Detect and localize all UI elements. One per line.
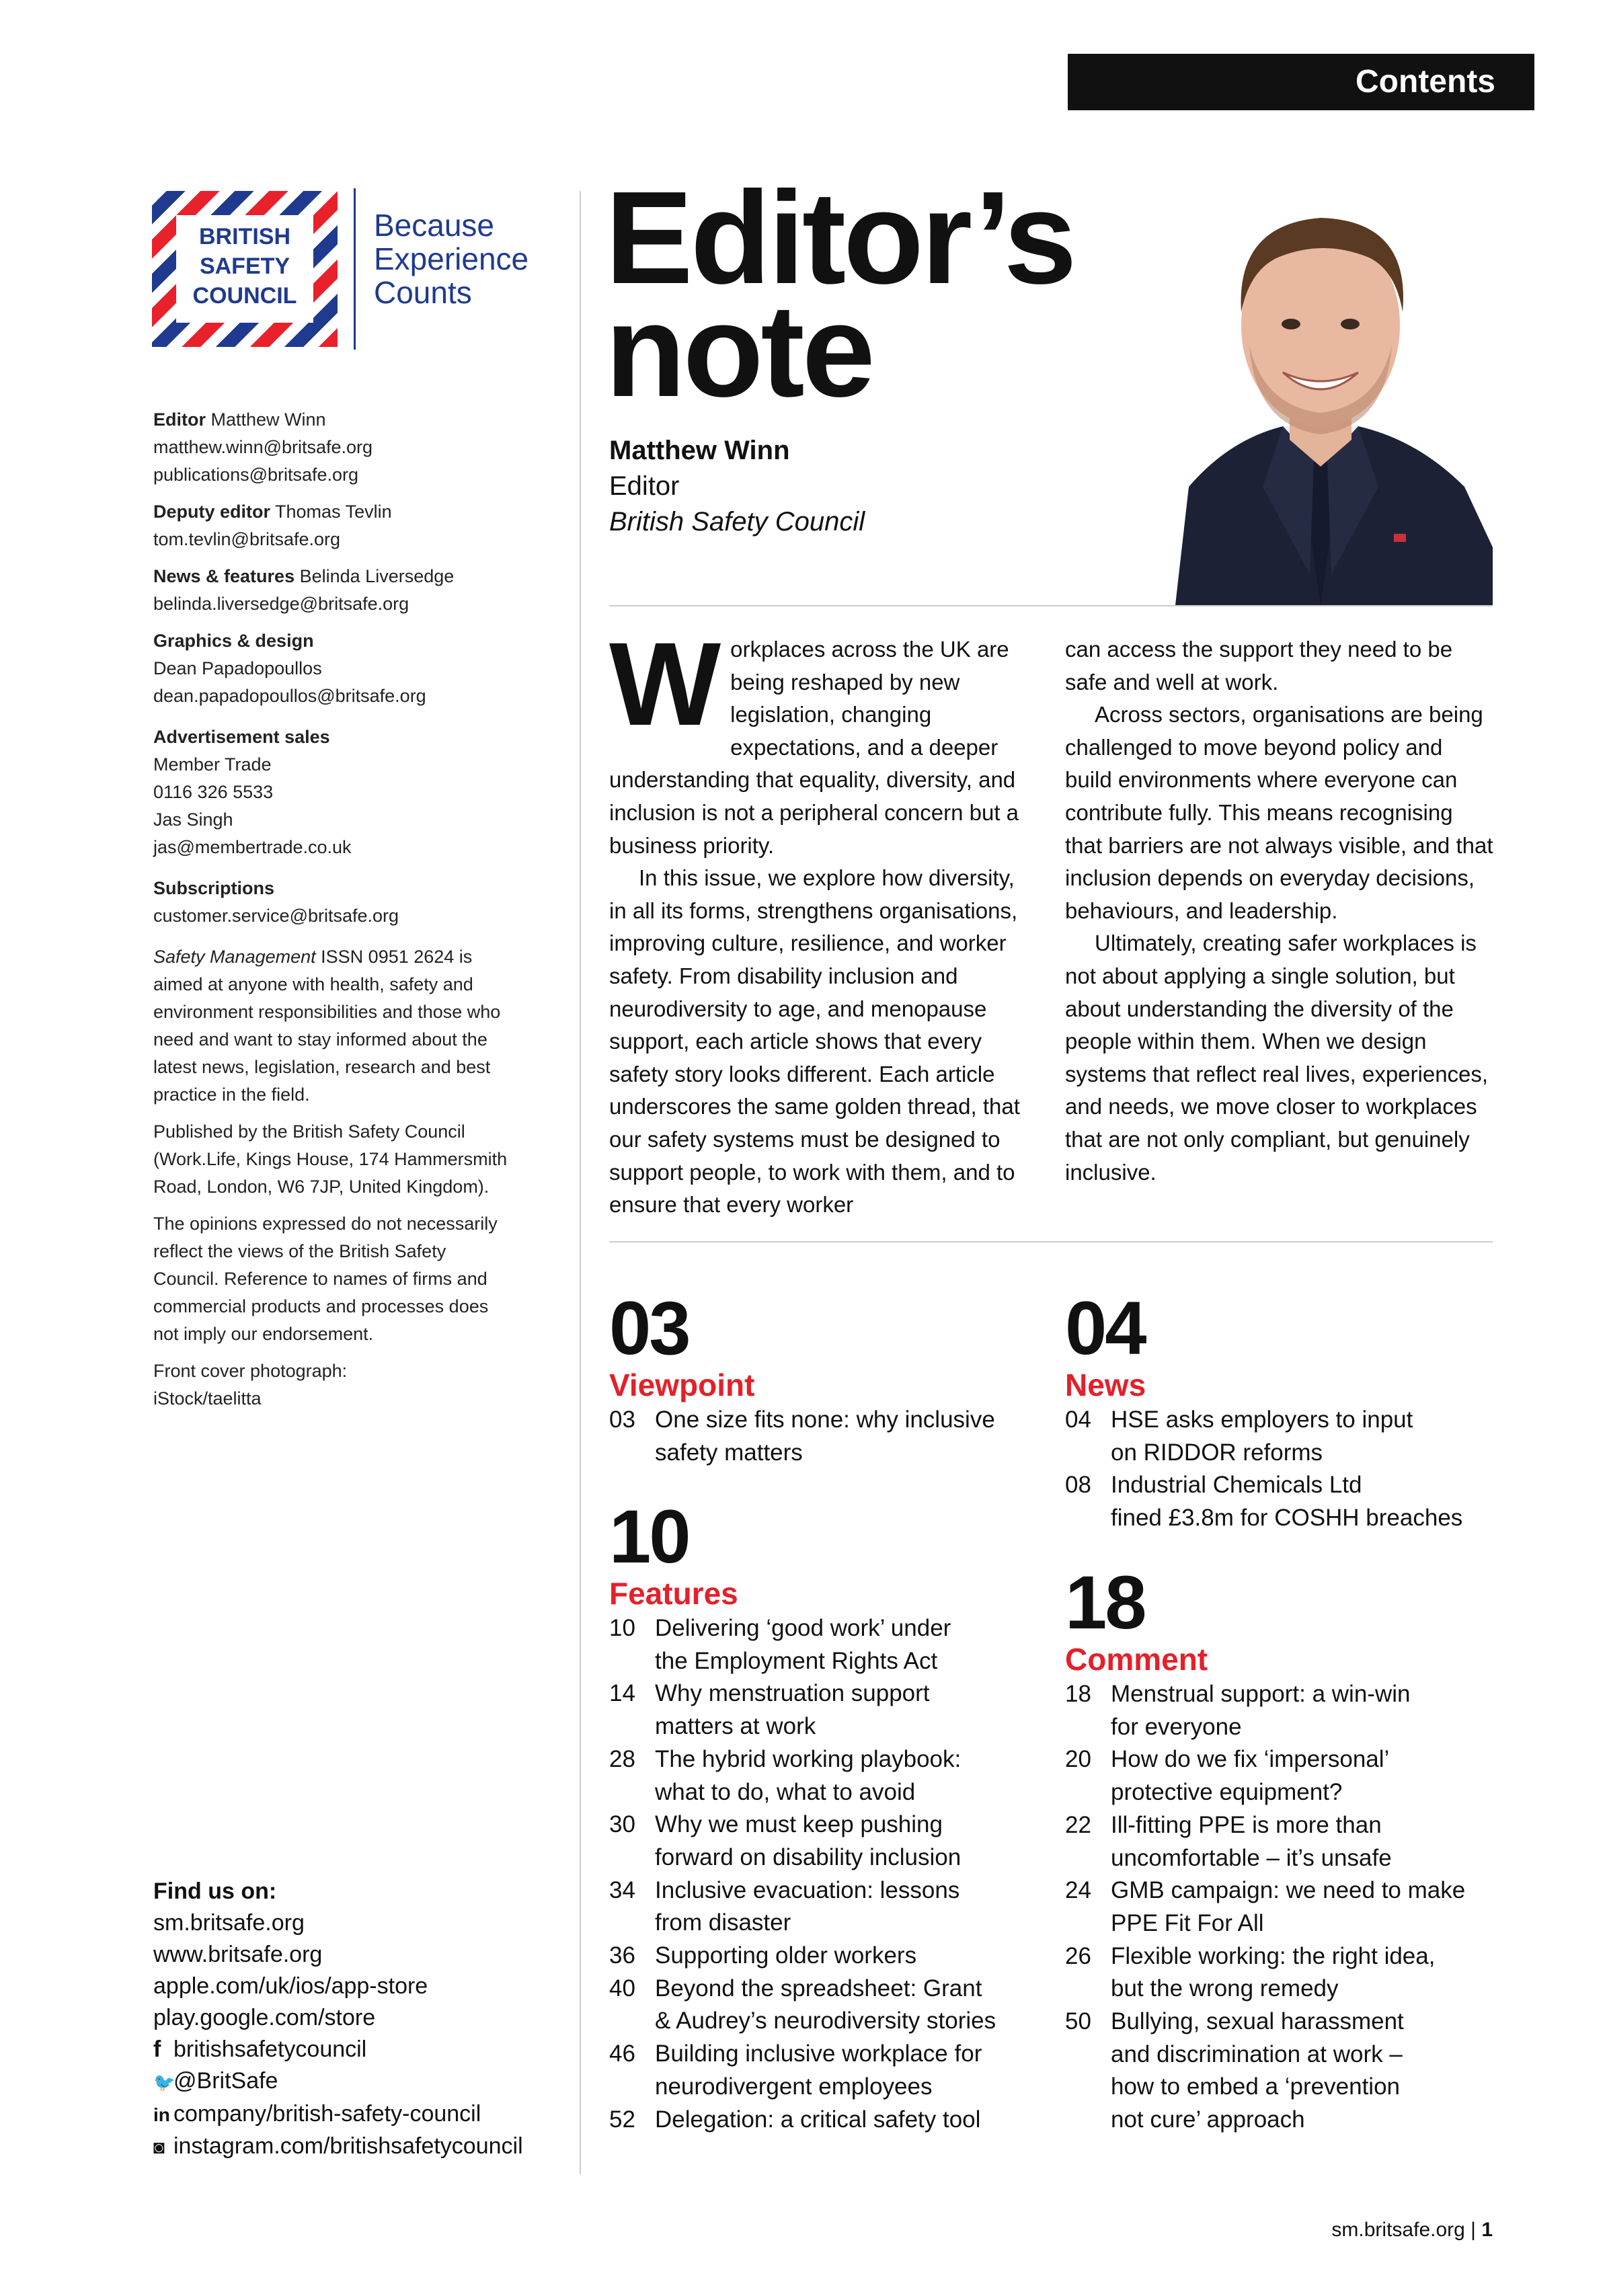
graphics-email-link[interactable]: dean.papadopoullos@britsafe.org: [153, 686, 426, 706]
find-us-on: [153, 1876, 570, 2163]
section-heading: Features: [609, 1576, 738, 1611]
toc-item[interactable]: 36 Supporting older workers: [609, 1942, 917, 1969]
masthead-graphics: Graphics & design Dean Papadopoullos dean.papadopoullos@britsafe.org: [153, 627, 516, 710]
toc-item[interactable]: 14 Why menstruation support matters at work: [609, 1680, 930, 1740]
masthead-published: Published by the British Safety Council (Work.Life, Kings House, 174 Hammersmith Road, London, W6 7JP, United Kingdom).: [153, 1121, 508, 1197]
masthead-subscriptions: Subscriptions customer.service@britsafe.org: [153, 875, 516, 930]
drop-cap: W: [609, 619, 721, 750]
logo-tagline: Because Experience Counts: [374, 208, 529, 310]
masthead-opinions: The opinions expressed do not necessarily reflect the views of the British Safety Council. Reference to names of firms and commercial products and processes does not imply our endorsement.: [153, 1214, 498, 1344]
masthead-deputy: Deputy editor Thomas Tevlin tom.tevlin@britsafe.org: [153, 498, 516, 553]
toc-item[interactable]: 46 Building inclusive workplace for neurodivergent employees: [609, 2041, 982, 2100]
toc-item[interactable]: 28 The hybrid working playbook: what to do, what to avoid: [609, 1745, 962, 1805]
masthead-ads: Advertisement sales Member Trade 0116 326 5533 Jas Singh jas@membertrade.co.uk: [153, 723, 516, 861]
divider: [609, 1241, 1493, 1242]
page-title: Editor’s note: [605, 164, 1074, 424]
toc-item[interactable]: 50 Bullying, sexual harassment and discrimination at work – how to embed a ‘prevention not cure’ approach: [1065, 2008, 1404, 2133]
deputy-email-link[interactable]: tom.tevlin@britsafe.org: [153, 529, 341, 549]
instagram-icon: ◙: [153, 2137, 165, 2158]
column-divider: [580, 191, 581, 2174]
link-app-store[interactable]: apple.com/uk/ios/app-store: [153, 1973, 428, 1999]
masthead-about: Safety Management ISSN 0951 2624 is aimed at anyone with health, safety and environment responsibilities and those who need and want to stay informed about the latest news, legislation, research and best practice in the field.: [153, 947, 501, 1105]
toc-item[interactable]: 18 Menstrual support: a win-win for everyone: [1065, 1681, 1411, 1740]
publications-email-link[interactable]: publications@britsafe.org: [153, 465, 359, 485]
toc-item[interactable]: 03 One size fits none: why inclusive safety matters: [609, 1407, 995, 1466]
link-instagram[interactable]: ◙ instagram.com/britishsafetycouncil: [153, 2131, 570, 2163]
facebook-icon: f: [153, 2036, 161, 2062]
toc-item[interactable]: 10 Delivering ‘good work’ under the Employment Rights Act: [609, 1615, 951, 1674]
news-email-link[interactable]: belinda.liversedge@britsafe.org: [153, 594, 409, 614]
subs-email-link[interactable]: customer.service@britsafe.org: [153, 906, 399, 926]
toc-item[interactable]: 20 How do we fix ‘impersonal’ protective equipment?: [1065, 1746, 1390, 1806]
link-sm-britsafe[interactable]: sm.britsafe.org: [153, 1910, 305, 1936]
editor-photo: [1148, 171, 1493, 605]
section-viewpoint: [609, 1286, 1040, 1469]
masthead-editor: Editor Matthew Winn matthew.winn@britsafe.org publications@britsafe.org: [153, 406, 516, 489]
toc-item[interactable]: 24 GMB campaign: we need to make PPE Fit For All: [1065, 1877, 1466, 1936]
masthead: [153, 406, 516, 1422]
editorial-column-2: can access the support they need to be safe and well at work. Across sectors, organisations are being challenged to move beyond policy and build environments where everyone can contribute fully. This means recognising that barriers are not always visible, and that inclusion depends on everyday decisions, behaviours, and leadership. Ultimately, creating safer workplaces is not about applying a single solution, but about understanding the diversity of the people within them. When we design systems that reflect real lives, experiences, and needs, we move closer to workplaces that are not only compliant, but genuinely inclusive.: [1065, 637, 1493, 1185]
section-comment: [1065, 1560, 1495, 2137]
toc-item[interactable]: 22 Ill-fitting PPE is more than uncomfortable – it’s unsafe: [1065, 1811, 1392, 1871]
toc-item[interactable]: 08 Industrial Chemicals Ltd fined £3.8m for COSHH breaches: [1065, 1472, 1463, 1532]
linkedin-icon: in: [153, 2104, 170, 2125]
byline-role: Editor: [609, 471, 680, 501]
toc-item[interactable]: 40 Beyond the spreadsheet: Grant & Audrey’s neurodiversity stories: [609, 1975, 996, 2034]
link-twitter[interactable]: 🐦@BritSafe: [153, 2065, 570, 2098]
link-linkedin[interactable]: in company/british-safety-council: [153, 2098, 570, 2131]
toc-item[interactable]: 34 Inclusive evacuation: lessons from disaster: [609, 1876, 960, 1936]
editorial-column-1: Workplaces across the UK are being reshaped by new legislation, changing expectations, and a deeper understanding that equality, diversity, and inclusion is not a peripheral concern but a business priority. In this issue, we explore how diversity, in all its forms, strengthens organisations, improving culture, resilience, and worker safety. From disability inclusion and neurodiversity to age, and menopause support, each article shows that every safety story looks different. Each article underscores the same golden thread, that our safety systems must be designed to support people, to work with them, and to ensure that every worker: [609, 619, 1020, 1218]
link-facebook[interactable]: f britishsafetycouncil: [153, 2034, 570, 2065]
twitter-icon: 🐦: [153, 2072, 175, 2092]
page-footer: sm.britsafe.org | 1: [1331, 2219, 1493, 2241]
section-number: 10: [609, 1495, 689, 1579]
divider: [609, 605, 1493, 606]
section-heading: News: [1065, 1368, 1146, 1402]
section-news: [1065, 1286, 1495, 1535]
section-heading: Viewpoint: [609, 1368, 755, 1402]
byline-org: British Safety Council: [609, 507, 865, 537]
logo-wordmark: BRITISH SAFETY COUNCIL: [192, 224, 297, 309]
logo-stripe-border: [152, 191, 338, 347]
section-features: [609, 1495, 1040, 2136]
byline-name: Matthew Winn: [609, 436, 790, 465]
masthead-cover-credit: Front cover photograph: iStock/taelitta: [153, 1361, 348, 1409]
section-tab: Contents: [1068, 54, 1534, 110]
ads-email-link[interactable]: jas@membertrade.co.uk: [153, 837, 352, 857]
find-us-heading: Find us on:: [153, 1878, 277, 1904]
section-number: 18: [1065, 1560, 1145, 1645]
link-britsafe[interactable]: www.britsafe.org: [153, 1942, 323, 1967]
toc-item[interactable]: 26 Flexible working: the right idea, but the wrong remedy: [1065, 1942, 1436, 2002]
section-number: 04: [1065, 1286, 1145, 1370]
toc-item[interactable]: 04 HSE asks employers to input on RIDDOR reforms: [1065, 1407, 1413, 1466]
british-safety-council-logo: [152, 188, 555, 350]
toc-item[interactable]: 52 Delegation: a critical safety tool: [609, 2106, 981, 2133]
toc-item[interactable]: 30 Why we must keep pushing forward on disability inclusion: [609, 1811, 962, 1870]
masthead-news: News & features Belinda Liversedge belinda.liversedge@britsafe.org: [153, 563, 516, 618]
editor-email-link[interactable]: matthew.winn@britsafe.org: [153, 437, 373, 457]
section-heading: Comment: [1065, 1642, 1208, 1677]
footer-site-link[interactable]: sm.britsafe.org: [1331, 2219, 1465, 2241]
page-number: 1: [1481, 2219, 1493, 2241]
byline: [609, 433, 865, 540]
section-number: 03: [609, 1286, 689, 1370]
link-play-store[interactable]: play.google.com/store: [153, 2005, 376, 2030]
